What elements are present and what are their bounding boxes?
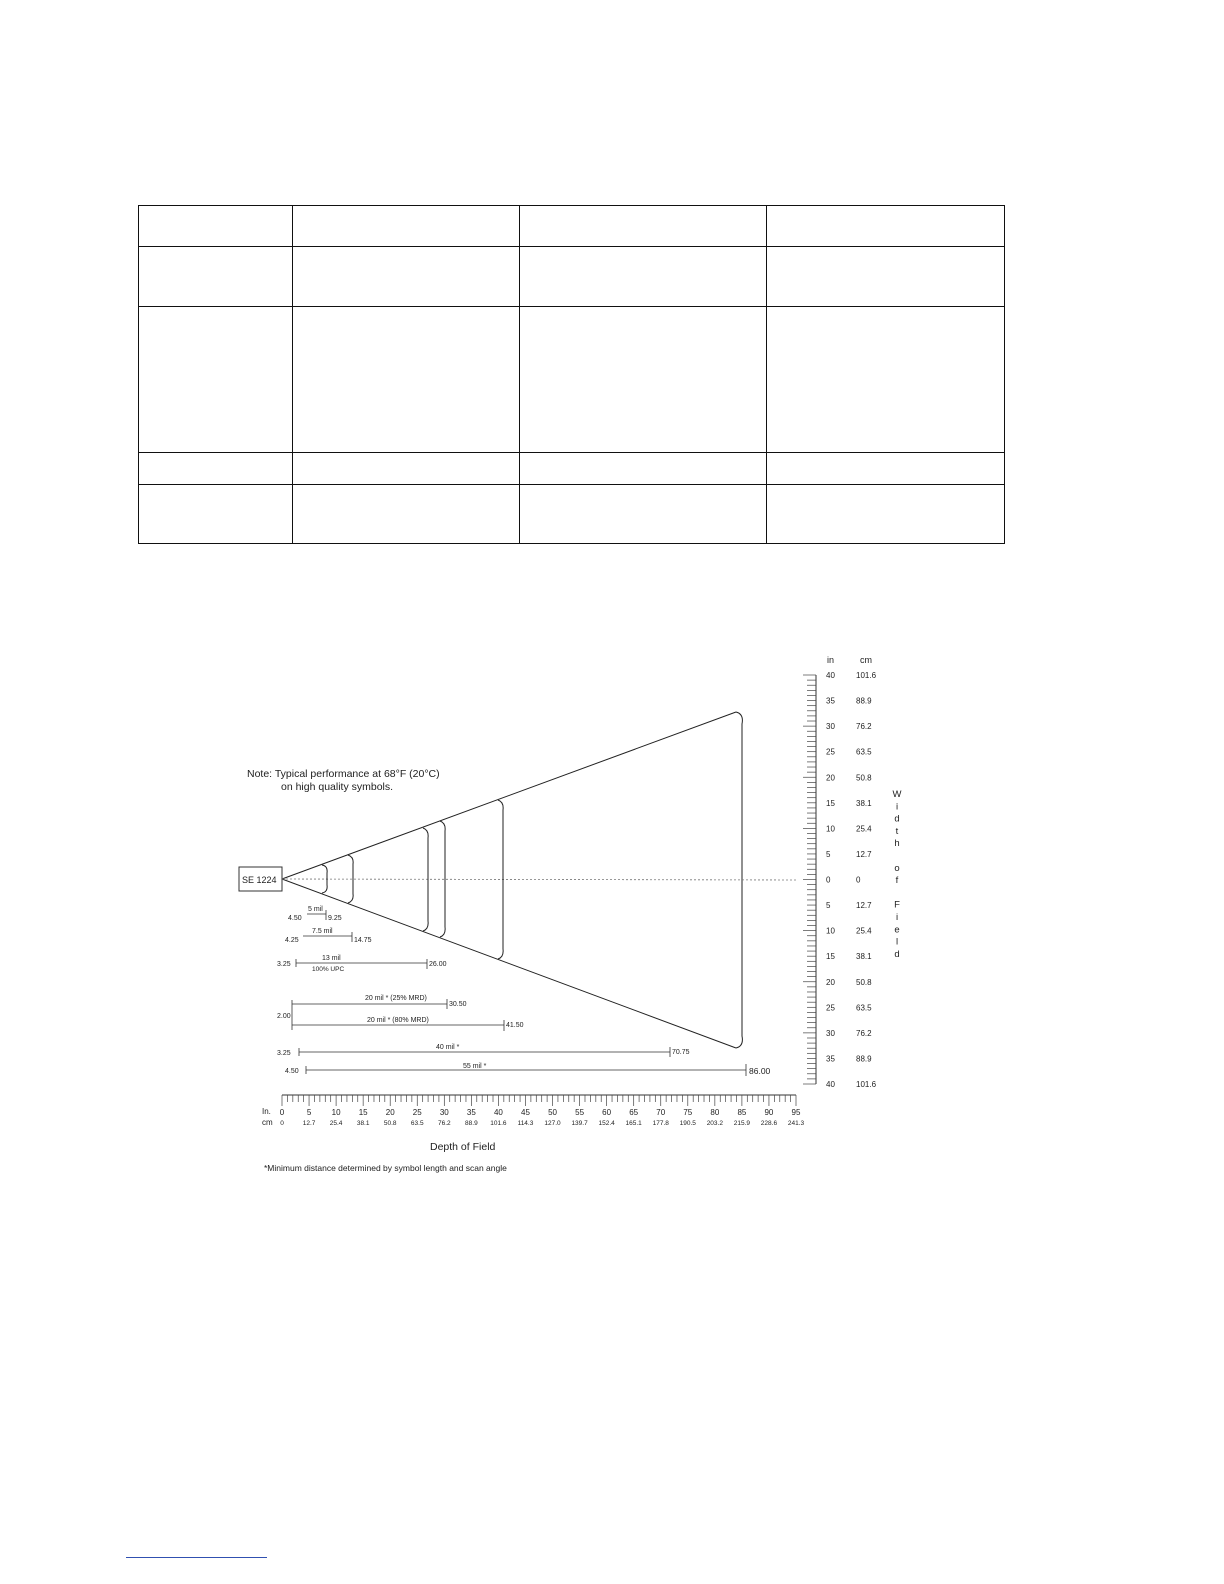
depth-tick-label-cm: 190.5 [679,1120,696,1127]
depth-tick-label-in: 90 [764,1108,774,1117]
range-min-label: 4.50 [288,915,302,922]
note-line-1: Note: Typical performance at 68°F (20°C) [247,768,440,780]
width-tick-label-cm: 76.2 [856,722,872,732]
width-tick-label-cm: 50.8 [856,977,872,987]
width-title-letter: i [895,801,899,813]
range-sublabel: 100% UPC [312,966,345,973]
width-tick-label-in: 25 [826,1003,835,1013]
depth-tick-label-cm: 152.4 [598,1120,615,1127]
depth-tick-label-cm: 25.4 [329,1120,343,1127]
width-tick-label-cm: 101.6 [856,1080,877,1089]
depth-tick-label-cm: 114.3 [517,1120,534,1127]
range-label: 55 mil * [463,1063,487,1070]
width-tick-label-in: 40 [826,671,835,680]
width-of-field-scale [803,655,877,1089]
width-tick-label-cm: 25.4 [856,926,872,936]
depth-tick-label-in: 30 [439,1108,449,1117]
range-min-label: 3.25 [277,1050,291,1057]
width-tick-label-cm: 38.1 [856,798,872,808]
depth-tick-label-cm: 63.5 [410,1120,424,1127]
depth-tick-label-cm: 38.1 [356,1120,370,1127]
range-max-label: 41.50 [506,1022,524,1029]
range-max-label: 26.00 [429,961,447,968]
width-title-letter: F [894,899,900,911]
depth-tick-label-cm: 177.8 [652,1120,669,1127]
depth-tick-label-in: 50 [548,1108,557,1117]
width-title-letter: f [895,875,899,887]
range-row [277,955,447,973]
width-unit-in: in [827,655,835,665]
width-tick-label-in: 5 [826,901,831,911]
width-tick-label-cm: 88.9 [856,1054,872,1064]
depth-tick-label-cm: 0 [280,1120,284,1127]
depth-tick-label-in: 0 [279,1108,285,1117]
range-row [288,906,342,922]
depth-tick-label-cm: 12.7 [302,1120,316,1127]
depth-tick-label-cm: 76.2 [437,1120,451,1127]
width-title-letter: W [892,789,902,800]
range-label: 7.5 mil [312,928,333,935]
depth-tick-label-in: 65 [629,1108,639,1117]
width-tick-label-cm: 50.8 [856,773,872,783]
depth-tick-label-in: 40 [493,1108,503,1117]
range-row [292,1017,524,1031]
width-tick-label-cm: 25.4 [856,824,872,834]
width-tick-label-in: 30 [826,1028,835,1038]
depth-of-field-scale [262,1095,805,1127]
depth-tick-label-in: 10 [331,1108,341,1117]
width-tick-label-cm: 12.7 [856,849,872,859]
width-title-letter: t [895,825,899,837]
width-title-letter: o [894,862,900,874]
depth-tick-label-in: 60 [602,1108,612,1117]
range-min-label: 2.00 [277,1013,291,1020]
range-min-label: 4.25 [285,937,299,944]
depth-tick-label-cm: 50.8 [383,1120,397,1127]
depth-tick-label-cm: 139.7 [571,1120,588,1127]
depth-tick-label-cm: 165.1 [625,1120,642,1127]
depth-tick-label-in: 80 [710,1108,720,1117]
width-title-letter: d [894,948,900,960]
depth-tick-label-in: 45 [521,1108,530,1117]
center-line [282,879,796,880]
cone-upper-edge [282,712,736,879]
depth-tick-label-in: 20 [385,1108,395,1117]
width-title-letter: e [894,924,900,936]
range-label: 5 mil [308,906,323,913]
depth-tick-label-cm: 215.9 [733,1120,751,1127]
width-tick-label-in: 30 [826,722,835,732]
scanner-label: SE 1224 [242,875,277,885]
range-min-label: 4.50 [285,1068,299,1075]
depth-tick-label-in: 35 [466,1108,476,1117]
width-tick-label-in: 15 [826,798,835,808]
width-tick-label-in: 10 [826,926,835,936]
width-of-field-title [893,789,902,960]
width-title-letter: d [894,813,900,825]
width-tick-label-in: 0 [826,875,831,885]
width-unit-cm: cm [860,655,872,665]
width-tick-label-in: 35 [826,1054,835,1064]
range-max-label: 70.75 [672,1049,690,1056]
depth-tick-label-in: 55 [575,1108,585,1117]
width-tick-label-cm: 12.7 [856,901,872,911]
width-tick-label-cm: 76.2 [856,1028,872,1038]
width-tick-label-cm: 0 [856,875,861,885]
range-max-label: 86.00 [749,1066,771,1076]
width-tick-label-cm: 101.6 [856,671,877,680]
width-tick-label-cm: 88.9 [856,696,872,706]
width-tick-label-cm: 63.5 [856,747,872,757]
depth-unit-cm: cm [262,1118,273,1127]
note-line-2: on high quality symbols. [281,781,394,793]
footnote: *Minimum distance determined by symbol length and scan angle [264,1163,507,1173]
depth-tick-label-in: 75 [683,1108,693,1117]
depth-tick-label-in: 25 [412,1108,422,1117]
depth-tick-label-in: 70 [656,1108,666,1117]
range-row [277,1044,690,1057]
range-row [285,1063,771,1076]
depth-of-field-title: Depth of Field [430,1141,496,1153]
depth-tick-label-in: 5 [306,1108,312,1117]
range-label: 13 mil [322,955,341,962]
range-label: 40 mil * [436,1044,460,1051]
width-tick-label-in: 20 [826,977,835,987]
depth-tick-label-cm: 241.3 [787,1120,805,1127]
width-tick-label-in: 25 [826,747,835,757]
range-min-label: 3.25 [277,961,291,968]
depth-tick-label-cm: 101.6 [490,1120,507,1127]
depth-tick-label-cm: 203.2 [706,1120,723,1127]
range-max-label: 14.75 [354,937,372,944]
range-max-label: 9.25 [328,915,342,922]
width-tick-label-in: 15 [826,952,835,962]
width-tick-label-cm: 63.5 [856,1003,872,1013]
width-title-letter: h [894,838,900,850]
width-tick-label-in: 5 [826,849,831,859]
depth-tick-label-cm: 127.0 [544,1120,561,1127]
depth-tick-label-cm: 228.6 [760,1120,778,1127]
width-title-letter: i [895,912,899,923]
width-tick-label-in: 20 [826,773,835,783]
footer-rule [126,1557,267,1558]
range-max-label: 30.50 [449,1001,467,1008]
depth-unit-in: In. [262,1107,271,1116]
width-tick-label-in: 35 [826,696,835,706]
width-tick-label-in: 40 [826,1080,835,1089]
width-tick-label-cm: 38.1 [856,952,872,962]
depth-tick-label-in: 95 [791,1108,801,1117]
range-label: 20 mil * (25% MRD) [365,995,427,1002]
depth-tick-label-cm: 88.9 [465,1120,478,1127]
depth-tick-label-in: 85 [737,1108,747,1117]
width-title-letter: l [895,936,899,948]
range-row [285,928,372,944]
depth-tick-label-in: 15 [358,1108,368,1117]
range-label: 20 mil * (80% MRD) [367,1017,429,1024]
width-tick-label-in: 10 [826,824,835,834]
